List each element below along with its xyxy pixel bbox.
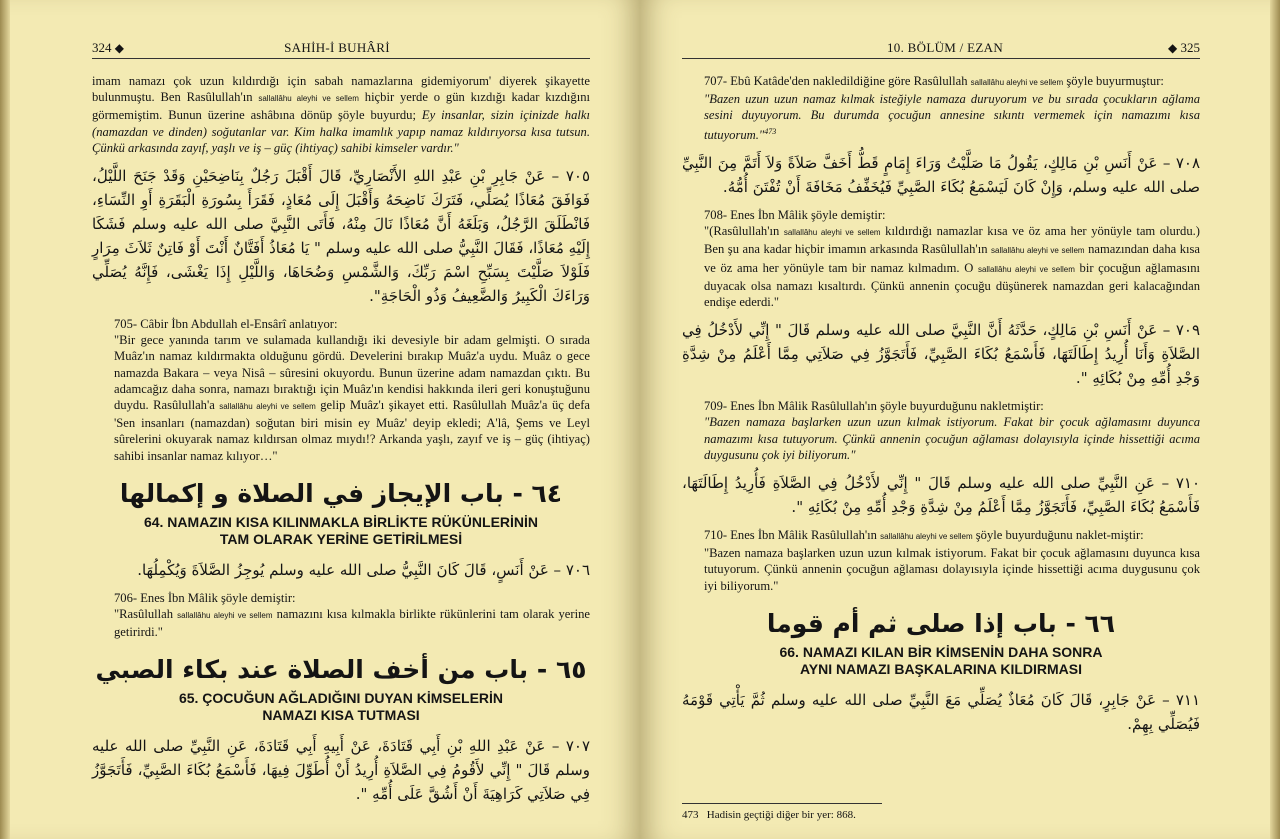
chapter-64-title: 64. NAMAZIN KISA KILINMAKLA BİRLİKTE RÜKÜNLERİNİN TAM OLARAK YERİNE GETİRİLMESİ: [143, 513, 539, 547]
hadith-710-intro: 710- Enes İbn Mâlik Rasûlullah'ın sallallâhu aleyhi ve sellem şöyle buyurduğunu naklet-miştir:: [704, 528, 1144, 543]
bab-66-arabic-heading: ٦٦ - باب إذا صلى ثم أم قوما: [766, 608, 1116, 638]
arabic-hadith-707: ٧٠٧ – عَنْ عَبْدِ اللهِ بْنِ أَبِي قَتَادَةَ، عَنْ أَبِيهِ أَبِي قَتَادَةَ، عَنِ النَّبِيِّ صلى الله عليه وسلم قَالَ " إِنِّي لأَقُومُ فِي الصَّلاَةِ أُرِيدُ أَنْ أُطَوِّلَ فِيهَا، فَأَسْمَعُ بُكَاءَ الصَّبِيِّ، فَأَتَجَوَّزُ فِي صَلاَتِي كَرَاهِيَةَ أَنْ أَشُقَّ عَلَى أُمِّهِ ".: [92, 737, 590, 804]
hadith-708-intro: 708- Enes İbn Mâlik şöyle demiştir:: [704, 208, 886, 222]
page-edge-left: [0, 0, 10, 839]
arabic-hadith-711: ٧١١ – عَنْ جَابِرٍ، قَالَ كَانَ مُعَاذٌ يُصَلِّي مَعَ النَّبِيِّ صلى الله عليه وسلم ثُمَّ يَأْتِي قَوْمَهُ فَيُصَلِّي بِهِمْ.: [682, 690, 1200, 733]
right-page-header: [682, 40, 1200, 59]
footnote: [682, 803, 882, 821]
arabic-hadith-706: ٧٠٦ – عَنْ أَنَسٍ، قَالَ كَانَ النَّبِيُّ صلى الله عليه وسلم يُوجِزُ الصَّلاَةَ وَيُكْمِلُهَا.: [137, 560, 590, 579]
diamond-ornament-icon: ◆: [1168, 41, 1178, 55]
footnote-text: Hadisin geçtiği diğer bir yer: 868.: [706, 809, 856, 821]
hadith-709-intro: 709- Enes İbn Mâlik Rasûlullah'ın şöyle buyurduğunu nakletmiştir:: [704, 399, 1044, 414]
arabic-hadith-708: ٧٠٨ – عَنْ أَنَسِ بْنِ مَالِكٍ، يَقُولُ مَا صَلَّيْتُ وَرَاءَ إِمَامٍ قَطُّ أَخَفَّ صَلاَةً وَلاَ أَتَمَّ مِنَ النَّبِيِّ صلى الله عليه وسلم، وَإِنْ كَانَ لَيَسْمَعُ بُكَاءَ الصَّبِيِّ فَيُخَفِّفُ مَخَافَةَ أَنْ تُفْتَنَ أُمُّهُ.: [682, 154, 1200, 196]
continued-paragraph: imam namazı çok uzun kıldırdığı için sabah namazlarına gidemiyorum' diyerek şikayette bulunmuştu. Ben Rasûlullah'ın sallallâhu aleyhi ve sellem hiçbir yerde o gün kızdığı kadar kızdığını görmemiştim. Bunun üzerine ashâbına dönüp şöyle buyurdu; Ey insanlar, sizin içinizde halkı (namazdan ve dinden) soğutanlar var. Kim halka imamlık yapıp namaz kıldırıyorsa kısa tutsun. Çünkü arkasında zayıf, yaşlı ve iş – güç (ihtiyaç) sahibi kimseler vardır.": [92, 74, 591, 155]
bab-64-arabic-heading: ٦٤ - باب الإيجاز في الصلاة و إكمالها: [119, 478, 563, 508]
running-title-left: SAHİH-İ BUHÂRİ: [284, 40, 390, 55]
chapter-65-title: 65. ÇOCUĞUN AĞLADIĞINI DUYAN KİMSELERİN NAMAZI KISA TUTMASI: [178, 690, 504, 724]
arabic-hadith-705: ٧٠٥ – عَنْ جَابِرِ بْنِ عَبْدِ اللهِ الأَنْصَارِيِّ، قَالَ أَقْبَلَ رَجُلٌ بِنَاضِحَيْنِ وَقَدْ جَنَحَ اللَّيْلُ، فَوَافَقَ مُعَاذًا يُصَلِّي، فَتَرَكَ نَاضِحَهُ وَأَقْبَلَ إِلَى مُعَاذٍ، فَقَرَأَ بِسُورَةِ الْبَقَرَةِ أَوِ النِّسَاءِ، فَانْطَلَقَ الرَّجُلُ، وَبَلَغَهُ أَنَّ مُعَاذًا نَالَ مِنْهُ، فَأَتَى النَّبِيَّ صلى الله عليه وسلم فَشَكَا إِلَيْهِ مُعَاذًا، فَقَالَ النَّبِيُّ صلى الله عليه وسلم " يَا مُعَاذُ أَفَتَّانٌ أَنْتَ أَوْ فَاتِنٌ ثَلاَثَ مِرَارٍ فَلَوْلاَ صَلَّيْتَ بِسَبِّحِ اسْمَ رَبِّكَ، وَالشَّمْسِ وَضُحَاهَا، وَاللَّيْلِ إِذَا يَغْشَى، فَإِنَّهُ يُصَلِّي وَرَاءَكَ الْكَبِيرُ وَالضَّعِيفُ وَذُو الْحَاجَةِ".: [92, 167, 590, 306]
page-number-left: 324 ◆: [92, 40, 124, 55]
footnote-mark: 473: [764, 126, 777, 136]
right-page: [640, 0, 1280, 839]
hadith-707-body: "Bazen uzun uzun namaz kılmak isteğiyle namaza duruyorum ve bu sırada çocukların ağlama sesini duyuyorum. Bu durumda çocuğun annesine sıkıntı vermemek için namazımı kısa tutuyorum."$^{473}$: [704, 92, 1200, 142]
left-page-header: [92, 40, 590, 59]
hadith-705-body: "Bir gece yanında tarım ve sulamada kullandığı iki devesiyle bir adam gelmişti. O sırada Muâz'ın namaz kıldırmakta olduğunu gördü. Develerini bırakıp Muâz'a uydu. Muâz o gece namazda Bakara – veya Nisâ – sûresini okuyordu. Bunun üzerine adam namazdan çıktı. Bu adamcağız daha sonra, namazı bıraktığı için Muâz'ın kendisi hakkında ileri geri konuştuğunu duydu. Rasûlullah'a sallallâhu aleyhi ve sellem gelip Muâz'ı şikayet etti. Rasûlullah Muâz'a üç defa 'Sen insanları (namazdan) soğutan biri misin ey Muâz' deyip ekledi; A'lâ, Şems ve Leyl sûrelerini okuyarak namaz kıldırsan olmaz mıydı!? Arkanda yaşlı, zayıf ve iş – güç (ihtiyaç) sahibi insanlar namaz kılıyor…": [114, 333, 590, 463]
page-number-right: ◆ 325: [1168, 40, 1200, 55]
bab-65-arabic-heading: ٦٥ - باب من أخف الصلاة عند بكاء الصبي: [95, 655, 587, 685]
hadith-706-body: "Rasûlullah sallallâhu aleyhi ve sellem namazını kısa kılmakla birlikte rükünlerini tam olarak yerine getirirdi.": [114, 607, 590, 640]
diamond-ornament-icon: ◆: [114, 41, 124, 55]
hadith-706-intro: 706- Enes İbn Mâlik şöyle demiştir:: [114, 590, 296, 605]
chapter-66-title: 66. NAMAZI KILAN BİR KİMSENİN DAHA SONRA AYNI NAMAZI BAŞKALARINA KILDIRMASI: [779, 643, 1103, 677]
hadith-710-body: "Bazen namaza başlarken uzun uzun kılmak istiyorum. Fakat bir çocuk ağlamasını duyunca kısa tutuyorum. Çünkü annenin çocuğun ağlaması dolayısıyla içinde hissettiği acıma duygusunu çok iyi biliyorum.": [704, 546, 1200, 593]
running-title-right: 10. BÖLÜM / EZAN: [886, 40, 1004, 55]
hadith-705-intro: 705- Câbir İbn Abdullah el-Ensârî anlatıyor:: [114, 317, 338, 332]
hadith-708-body: "(Rasûlullah'ın sallallâhu aleyhi ve sellem kıldırdığı namazlar kısa ve öz ama her yönüyle tam olurdu.) Ben şu ana kadar hiçbir imamın arkasında Rasûlullah'ın sallallâhu aleyhi ve sellem namazından daha kısa ve öz ama her yönüyle tam bir namaz kılmadım. O sallallâhu aleyhi ve sellem bir çocuğun ağlamasını duyacak olsa namazı kısaltırdı. Çünkü annenin çocuğu düşünerek namazdan geri kalacağından endişe ederdi.": [704, 224, 1201, 310]
page-edge-right: [1270, 0, 1280, 839]
hadith-707-intro: 707- Ebû Katâde'den nakledildiğine göre Rasûlullah sallallâhu aleyhi ve sellem şöyle buyurmuştur:: [704, 74, 1164, 88]
arabic-hadith-710: ٧١٠ – عَنِ النَّبِيِّ صلى الله عليه وسلم قَالَ " إِنِّي لأَدْخُلُ فِي الصَّلاَةِ فَأُرِيدُ إِطَالَتَهَا، فَأَسْمَعُ بُكَاءَ الصَّبِيِّ، فَأَتَجَوَّزُ مِمَّا أَعْلَمُ مِنْ شِدَّةِ وَجْدِ أُمِّهِ مِنْ بُكَائِهِ ".: [682, 474, 1200, 517]
hadith-709-body: "Bazen namaza başlarken uzun uzun kılmak istiyorum. Fakat bir çocuk ağlamasını duyunca namazımı kısa tutuyorum. Çünkü annenin çocuğun ağlaması dolayısıyla içinde hissettiği acıma duygusunu çok iyi biliyorum.": [704, 415, 1200, 462]
arabic-hadith-709: ٧٠٩ – عَنْ أَنَسِ بْنِ مَالِكٍ، حَدَّثَهُ أَنَّ النَّبِيَّ صلى الله عليه وسلم قَالَ " إِنِّي لأَدْخُلُ فِي الصَّلاَةِ وَأَنَا أُرِيدُ إِطَالَتَهَا، فَأَسْمَعُ بُكَاءَ الصَّبِيِّ، فَأَتَجَوَّزُ فِي صَلاَتِي مِمَّا أَعْلَمُ مِنْ شِدَّةِ وَجْدِ أُمِّهِ مِنْ بُكَائِهِ ".: [682, 321, 1200, 388]
footnote-number: 473: [682, 809, 699, 821]
